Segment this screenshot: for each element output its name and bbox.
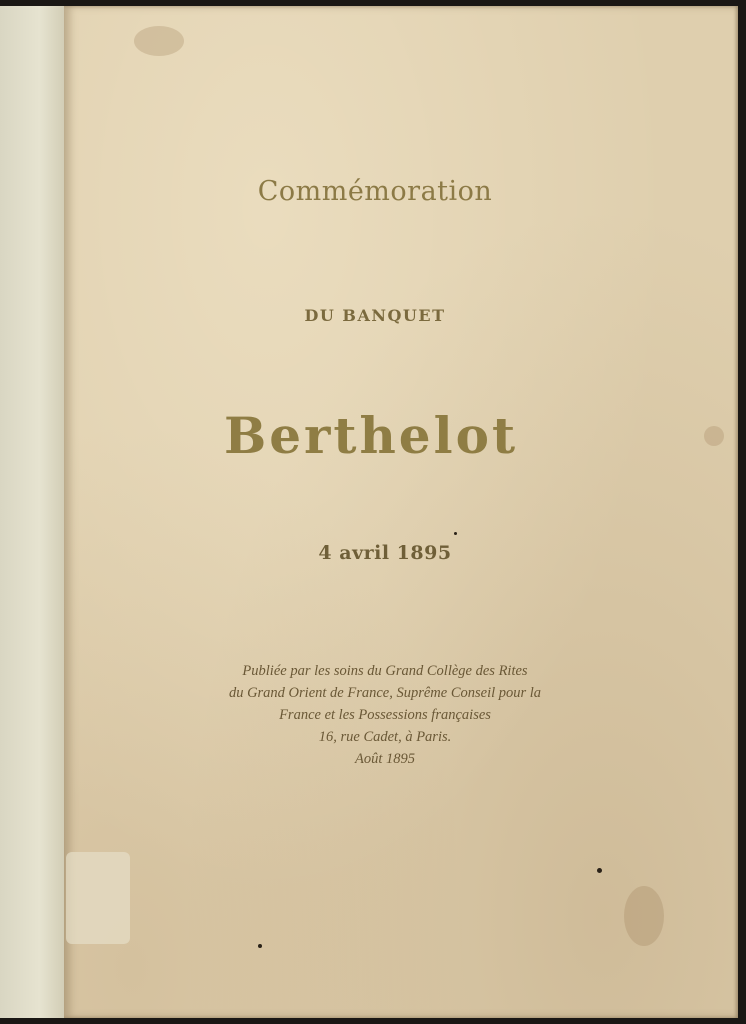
ink-speck — [258, 944, 262, 948]
ink-speck — [454, 532, 457, 535]
title-du-banquet: DU BANQUET — [304, 306, 446, 325]
worn-paper-patch — [66, 852, 130, 944]
publisher-line: France et les Possessions françaises — [279, 707, 491, 723]
publisher-line: 16, rue Cadet, à Paris. — [318, 729, 452, 745]
title-berthelot: Berthelot — [223, 406, 519, 465]
publisher-line: Août 1895 — [354, 751, 415, 767]
title-commemoration: Commémoration — [257, 176, 493, 207]
publisher-block — [48, 660, 722, 770]
paper-stain — [134, 26, 184, 56]
publisher-line: du Grand Orient de France, Suprême Conseil pour la — [228, 685, 542, 701]
paper-stain — [624, 886, 664, 946]
publisher-line: Publiée par les soins du Grand Collège des Rites — [242, 663, 528, 679]
title-page — [64, 6, 738, 1018]
event-date: 4 avril 1895 — [318, 542, 452, 564]
flyleaf-edge — [0, 6, 66, 1018]
ink-speck — [597, 868, 602, 873]
